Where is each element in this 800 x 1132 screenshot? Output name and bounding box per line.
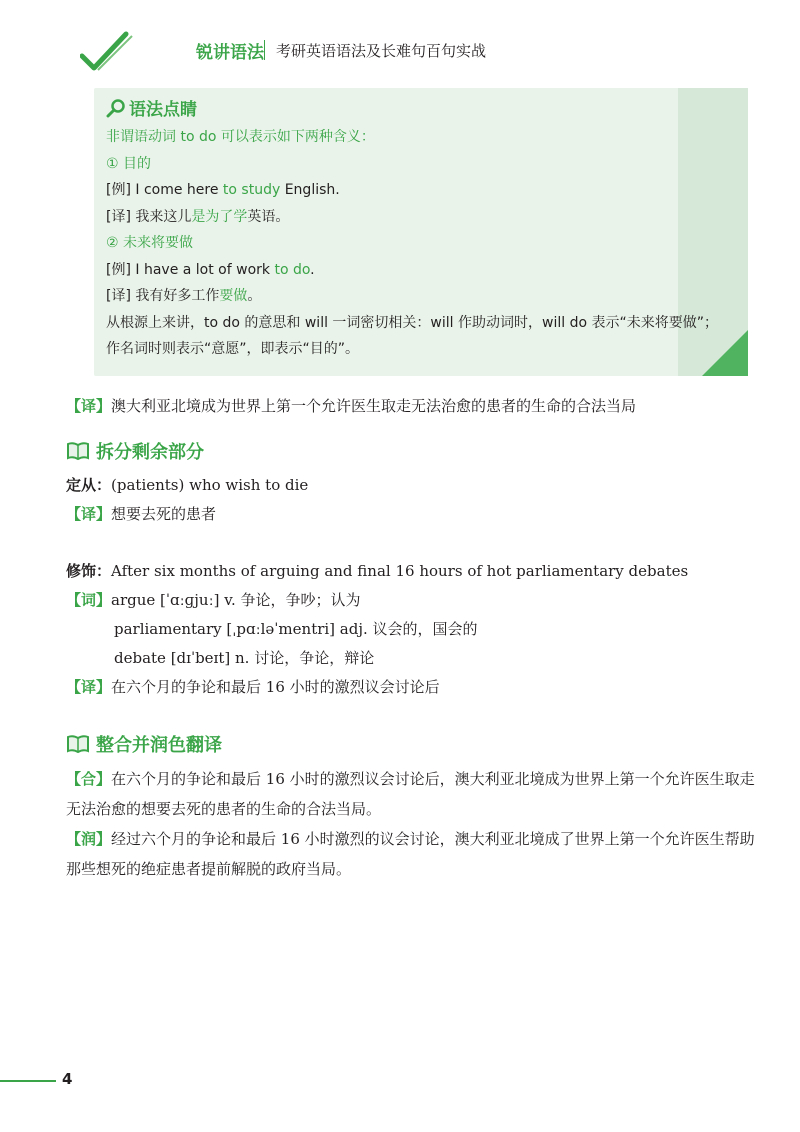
- tip-line-segment: 非谓语动词 to do 可以表示如下两种含义：: [106, 129, 375, 145]
- tip-line-segment: [例] I come here: [106, 182, 223, 198]
- section-split-title: [66, 435, 756, 471]
- vocab-item: parliamentary [ˌpɑːləˈmentri] adj. 议会的，国会的: [114, 620, 478, 638]
- section-split-title-text: 拆分剩余部分: [96, 442, 204, 463]
- section-merge-title: [66, 728, 756, 764]
- tip-line: [106, 124, 726, 151]
- tip-line: [106, 204, 726, 231]
- tip-title: [106, 96, 726, 124]
- tip-line-segment: 。: [247, 288, 262, 304]
- brand-name: 锐讲语法: [196, 43, 264, 63]
- clause-translation: [66, 500, 756, 529]
- tip-line: [106, 151, 726, 178]
- book-title: 考研英语语法及长难句百句实战: [276, 42, 487, 60]
- tip-note: 从根源上来讲，to do 的意思和 will 一词密切相关：will 作助动词时，will do 表示“未来将要做”；作名词时则表示“意愿”，即表示“目的”。: [106, 314, 718, 357]
- merged-translation-text: 在六个月的争论和最后 16 小时的激烈议会讨论后，澳大利亚北境成为世界上第一个允许医生取走无法治愈的想要去死的患者的生命的合法当局。: [66, 770, 755, 818]
- open-book-icon: [66, 441, 90, 461]
- main-translation-text: 澳大利亚北境成为世界上第一个允许医生取走无法治愈的患者的生命的合法当局: [111, 397, 637, 415]
- tip-line-segment: 英语。: [247, 208, 290, 225]
- clause-text: (patients) who wish to die: [111, 476, 309, 494]
- tip-line-segment: ① 目的: [106, 155, 152, 172]
- clause-line: [66, 471, 756, 500]
- modifier-translation: [66, 673, 756, 702]
- tip-title-text: 语法点睛: [129, 100, 197, 120]
- tip-line-segment: ② 未来将要做: [106, 235, 194, 251]
- polished-translation-text: 经过六个月的争论和最后 16 小时激烈的议会讨论，澳大利亚北境成了世界上第一个允许医生帮助那些想死的绝症患者提前解脱的政府当局。: [66, 830, 755, 878]
- page-number: 4: [62, 1070, 73, 1088]
- tip-lines: [106, 124, 726, 310]
- tip-line: [106, 257, 726, 284]
- polished-translation: [66, 824, 756, 884]
- tip-line-segment: .: [310, 261, 315, 278]
- tip-line-segment: 是为了学: [191, 208, 248, 225]
- vocab-tag: 【词】: [66, 591, 112, 609]
- tip-line-segment: 要做: [219, 288, 248, 304]
- tip-line-segment: to study: [222, 182, 281, 198]
- header-divider: [264, 40, 265, 60]
- tip-line: [106, 283, 726, 310]
- tip-line: [106, 177, 726, 204]
- translation-tag: 【译】: [66, 505, 112, 523]
- tip-line-segment: [译] 我有好多工作: [106, 288, 220, 304]
- translation-tag: 【译】: [66, 397, 112, 415]
- page-header: [80, 30, 770, 78]
- modifier-line: [66, 557, 756, 586]
- merged-translation: [66, 764, 756, 824]
- vocab-item: argue [ˈɑːɡjuː] v. 争论，争吵；认为: [111, 591, 361, 609]
- modifier-label: 修饰：: [66, 562, 112, 580]
- open-book-icon: [66, 734, 90, 754]
- polish-tag: 【润】: [66, 830, 112, 848]
- grammar-tip-box: [94, 88, 748, 376]
- main-content: [66, 392, 756, 884]
- vocab-line-2: [66, 615, 756, 644]
- checkmark-pen-logo-icon: [80, 30, 136, 76]
- tip-line: [106, 230, 726, 257]
- translation-tag: 【译】: [66, 678, 112, 696]
- tip-line-segment: [例] I have a lot of work: [106, 261, 275, 278]
- modifier-translation-text: 在六个月的争论和最后 16 小时的激烈议会讨论后: [111, 678, 440, 696]
- tip-line-segment: to do: [274, 261, 311, 278]
- clause-translation-text: 想要去死的患者: [111, 505, 217, 523]
- modifier-text: After six months of arguing and final 16 hours of hot parliamentary debates: [111, 562, 689, 580]
- vocab-item: debate [dɪˈbeɪt] n. 讨论，争论，辩论: [114, 649, 375, 667]
- vocab-line-1: [66, 586, 756, 615]
- tip-line-segment: [译] 我来这儿: [106, 208, 192, 225]
- clause-label: 定从：: [66, 476, 112, 494]
- section-merge-title-text: 整合并润色翻译: [96, 735, 222, 756]
- merge-tag: 【合】: [66, 770, 112, 788]
- main-translation: [66, 392, 756, 421]
- vocab-line-3: [66, 644, 756, 673]
- footer-rule: [0, 1080, 56, 1082]
- tip-line-segment: English.: [280, 182, 340, 198]
- magnifier-icon: [106, 98, 126, 118]
